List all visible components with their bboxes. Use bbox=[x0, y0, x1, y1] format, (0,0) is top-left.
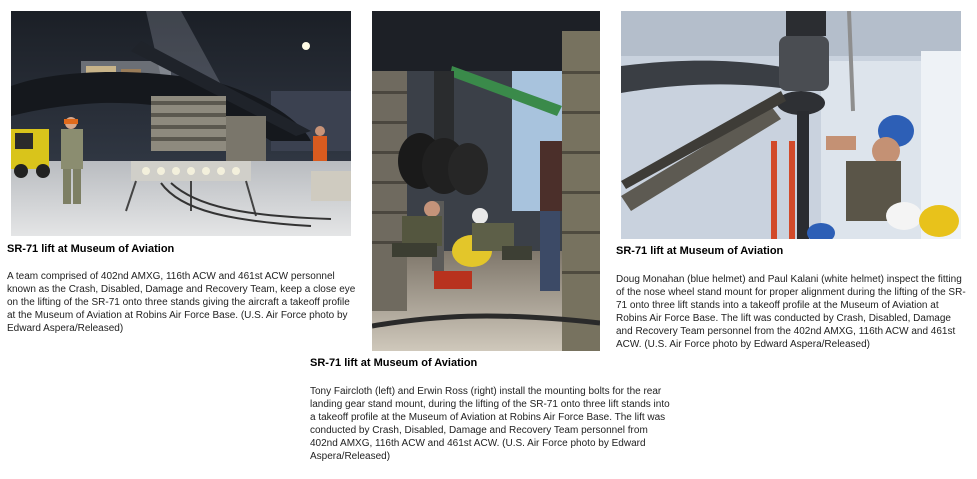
photo-nose-wheel-inspection[interactable] bbox=[621, 11, 961, 239]
photo-hangar-lift[interactable] bbox=[11, 11, 351, 236]
card-3-title[interactable]: SR-71 lift at Museum of Aviation bbox=[616, 245, 784, 257]
photo-rear-landing-gear[interactable] bbox=[372, 11, 600, 351]
card-3-body: Doug Monahan (blue helmet) and Paul Kalani (white helmet) inspect the fitting of the nose wheel stand mount for proper alignment during the lifting of the SR-71 onto three lift stands into a takeoff profile at the Museum of Aviation at Robins Air Force Base. The lift was conducted by Crash, Disabled, Damage and Recovery Team personnel from the 402nd AMXG, 116th ACW and 461st ACW. (U.S. Air Force photo by Edward Aspera/Released) bbox=[616, 274, 966, 350]
card-2-title[interactable]: SR-71 lift at Museum of Aviation bbox=[310, 357, 478, 369]
card-2-body: Tony Faircloth (left) and Erwin Ross (right) install the mounting bolts for the rear landing gear stand mount, during the lifting of the SR-71 onto three lift stands into a takeoff profile at the Museum of Aviation at Robins Air Force Base. The lift was conducted by Crash, Disabled, Damage and Recovery Team personnel from 402nd AMXG, 116th ACW and 461st ACW. (U.S. Air Force photo by Edward Aspera/Released) bbox=[310, 386, 670, 462]
card-1-body: A team comprised of 402nd AMXG, 116th ACW and 461st ACW personnel known as the Crash, Disabled, Damage and Recovery Team, keep a close eye on the lifting of the SR-71 onto three stands giving the aircraft a takeoff profile at the Museum of Aviation at Robins Air Force Base. (U.S. Air Force photo by Edward Aspera/Released) bbox=[7, 271, 356, 334]
card-1-title[interactable]: SR-71 lift at Museum of Aviation bbox=[7, 243, 175, 255]
